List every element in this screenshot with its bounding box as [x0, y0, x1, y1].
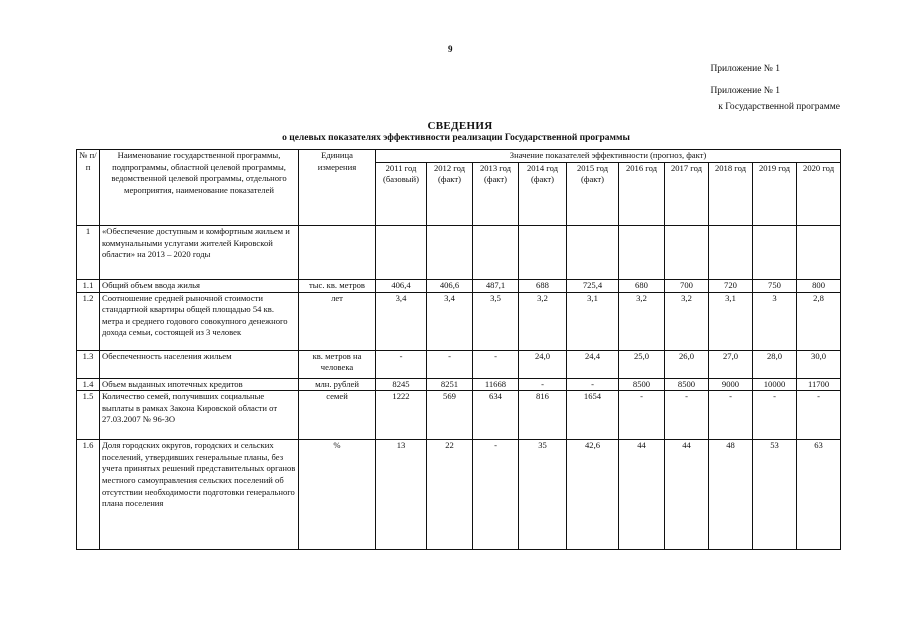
row-value-9: 800 [797, 280, 841, 293]
indicators-table [76, 149, 841, 550]
row-value-7: 3,1 [709, 292, 753, 350]
header-year-5: 2016 год [619, 162, 665, 225]
row-value-8: 53 [753, 440, 797, 550]
row-value-3: 24,0 [519, 350, 567, 378]
row-number: 1.2 [77, 292, 100, 350]
indicators-body [77, 226, 841, 550]
row-value-0: 1222 [376, 391, 427, 440]
row-number: 1.6 [77, 440, 100, 550]
row-indicator-name: Общий объем ввода жилья [100, 280, 299, 293]
row-value-4 [567, 226, 619, 280]
row-value-0 [376, 226, 427, 280]
row-value-9: 11700 [797, 378, 841, 391]
row-value-3: 3,2 [519, 292, 567, 350]
row-value-6 [665, 226, 709, 280]
header-year-9: 2020 год [797, 162, 841, 225]
table-row [77, 378, 841, 391]
row-value-5: - [619, 391, 665, 440]
row-value-0: - [376, 350, 427, 378]
header-year-1: 2012 год (факт) [427, 162, 473, 225]
header-year-8: 2019 год [753, 162, 797, 225]
row-value-6: 8500 [665, 378, 709, 391]
row-value-4: 42,6 [567, 440, 619, 550]
header-row-group [77, 150, 841, 163]
row-value-2: 3,5 [473, 292, 519, 350]
row-value-7: 720 [709, 280, 753, 293]
table-row [77, 280, 841, 293]
row-value-6: 3,2 [665, 292, 709, 350]
row-value-3: - [519, 378, 567, 391]
table-row [77, 440, 841, 550]
row-value-9: 63 [797, 440, 841, 550]
row-value-6: 700 [665, 280, 709, 293]
row-value-5: 44 [619, 440, 665, 550]
row-value-1: 8251 [427, 378, 473, 391]
row-value-1: 3,4 [427, 292, 473, 350]
header-num: № п/п [77, 150, 100, 226]
row-value-4: - [567, 378, 619, 391]
row-value-9: 2,8 [797, 292, 841, 350]
row-value-4: 24,4 [567, 350, 619, 378]
document-subtitle: о целевых показателях эффективности реализации Государственной программы [282, 133, 630, 143]
row-value-3: 35 [519, 440, 567, 550]
row-value-7: 9000 [709, 378, 753, 391]
row-value-2: - [473, 350, 519, 378]
header-year-6: 2017 год [665, 162, 709, 225]
row-unit: лет [299, 292, 376, 350]
row-unit: тыс. кв. метров [299, 280, 376, 293]
row-value-7: 27,0 [709, 350, 753, 378]
header-year-0: 2011 год (базовый) [376, 162, 427, 225]
row-value-1: 406,6 [427, 280, 473, 293]
row-value-0: 13 [376, 440, 427, 550]
row-number: 1.3 [77, 350, 100, 378]
header-year-4: 2015 год (факт) [567, 162, 619, 225]
row-value-8: 3 [753, 292, 797, 350]
row-value-3 [519, 226, 567, 280]
row-indicator-name: Соотношение средней рыночной стоимости стандартной квартиры общей площадью 54 кв. метра и среднего годового совокупного денежного дохода семьи, состоящей из 3 человек [100, 292, 299, 350]
row-value-6: 26,0 [665, 350, 709, 378]
row-number: 1.1 [77, 280, 100, 293]
header-year-2: 2013 год (факт) [473, 162, 519, 225]
row-value-0: 3,4 [376, 292, 427, 350]
row-value-2: - [473, 440, 519, 550]
row-indicator-name: Количество семей, получивших социальные выплаты в рамках Закона Кировской области от 27.03.2007 № 96-ЗО [100, 391, 299, 440]
row-value-7: 48 [709, 440, 753, 550]
appendix-line-1: Приложение № 1 [710, 64, 780, 74]
row-value-5 [619, 226, 665, 280]
row-value-2: 11668 [473, 378, 519, 391]
row-value-1: 569 [427, 391, 473, 440]
row-value-8: 28,0 [753, 350, 797, 378]
page-number: 9 [448, 44, 453, 54]
row-value-4: 725,4 [567, 280, 619, 293]
row-value-3: 816 [519, 391, 567, 440]
row-value-7 [709, 226, 753, 280]
row-value-1: - [427, 350, 473, 378]
row-value-9 [797, 226, 841, 280]
row-indicator-name: «Обеспечение доступным и комфортным жильем и коммунальными услугами жителей Кировской области» на 2013 – 2020 годы [100, 226, 299, 280]
row-number: 1 [77, 226, 100, 280]
row-value-6: - [665, 391, 709, 440]
document-title: СВЕДЕНИЯ [427, 120, 493, 132]
row-value-6: 44 [665, 440, 709, 550]
table-row [77, 292, 841, 350]
row-unit: семей [299, 391, 376, 440]
row-value-4: 3,1 [567, 292, 619, 350]
row-value-5: 25,0 [619, 350, 665, 378]
row-value-3: 688 [519, 280, 567, 293]
row-value-2: 634 [473, 391, 519, 440]
row-value-7: - [709, 391, 753, 440]
row-value-5: 680 [619, 280, 665, 293]
header-values-group: Значение показателей эффективности (прогноз, факт) [376, 150, 841, 163]
row-unit: % [299, 440, 376, 550]
table-row [77, 391, 841, 440]
row-value-9: - [797, 391, 841, 440]
row-value-0: 8245 [376, 378, 427, 391]
table-row [77, 350, 841, 378]
row-value-9: 30,0 [797, 350, 841, 378]
appendix-line-2: Приложение № 1 [710, 86, 780, 96]
row-value-2 [473, 226, 519, 280]
table-row [77, 226, 841, 280]
row-value-1: 22 [427, 440, 473, 550]
row-indicator-name: Обеспеченность населения жильем [100, 350, 299, 378]
row-value-0: 406,4 [376, 280, 427, 293]
row-number: 1.4 [77, 378, 100, 391]
header-unit: Единица измерения [299, 150, 376, 226]
row-indicator-name: Объем выданных ипотечных кредитов [100, 378, 299, 391]
row-unit [299, 226, 376, 280]
row-value-2: 487,1 [473, 280, 519, 293]
row-value-5: 8500 [619, 378, 665, 391]
header-name: Наименование государственной программы, подпрограммы, областной целевой программы, ведомственной целевой программы, отдельного мероприятия, наименование показателей [100, 150, 299, 226]
row-value-4: 1654 [567, 391, 619, 440]
row-value-8: - [753, 391, 797, 440]
header-year-3: 2014 год (факт) [519, 162, 567, 225]
row-unit: кв. метров на человека [299, 350, 376, 378]
row-value-1 [427, 226, 473, 280]
appendix-line-3: к Государственной программе [718, 102, 840, 112]
row-value-8: 750 [753, 280, 797, 293]
row-value-5: 3,2 [619, 292, 665, 350]
row-number: 1.5 [77, 391, 100, 440]
row-value-8 [753, 226, 797, 280]
row-value-8: 10000 [753, 378, 797, 391]
row-indicator-name: Доля городских округов, городских и сельских поселений, утвердивших генеральные планы, без учета принятых решений представительных органов местного самоуправления сельских поселений об отсутствии необходимости подготовки генерального плана поселения [100, 440, 299, 550]
row-unit: млн. рублей [299, 378, 376, 391]
header-year-7: 2018 год [709, 162, 753, 225]
